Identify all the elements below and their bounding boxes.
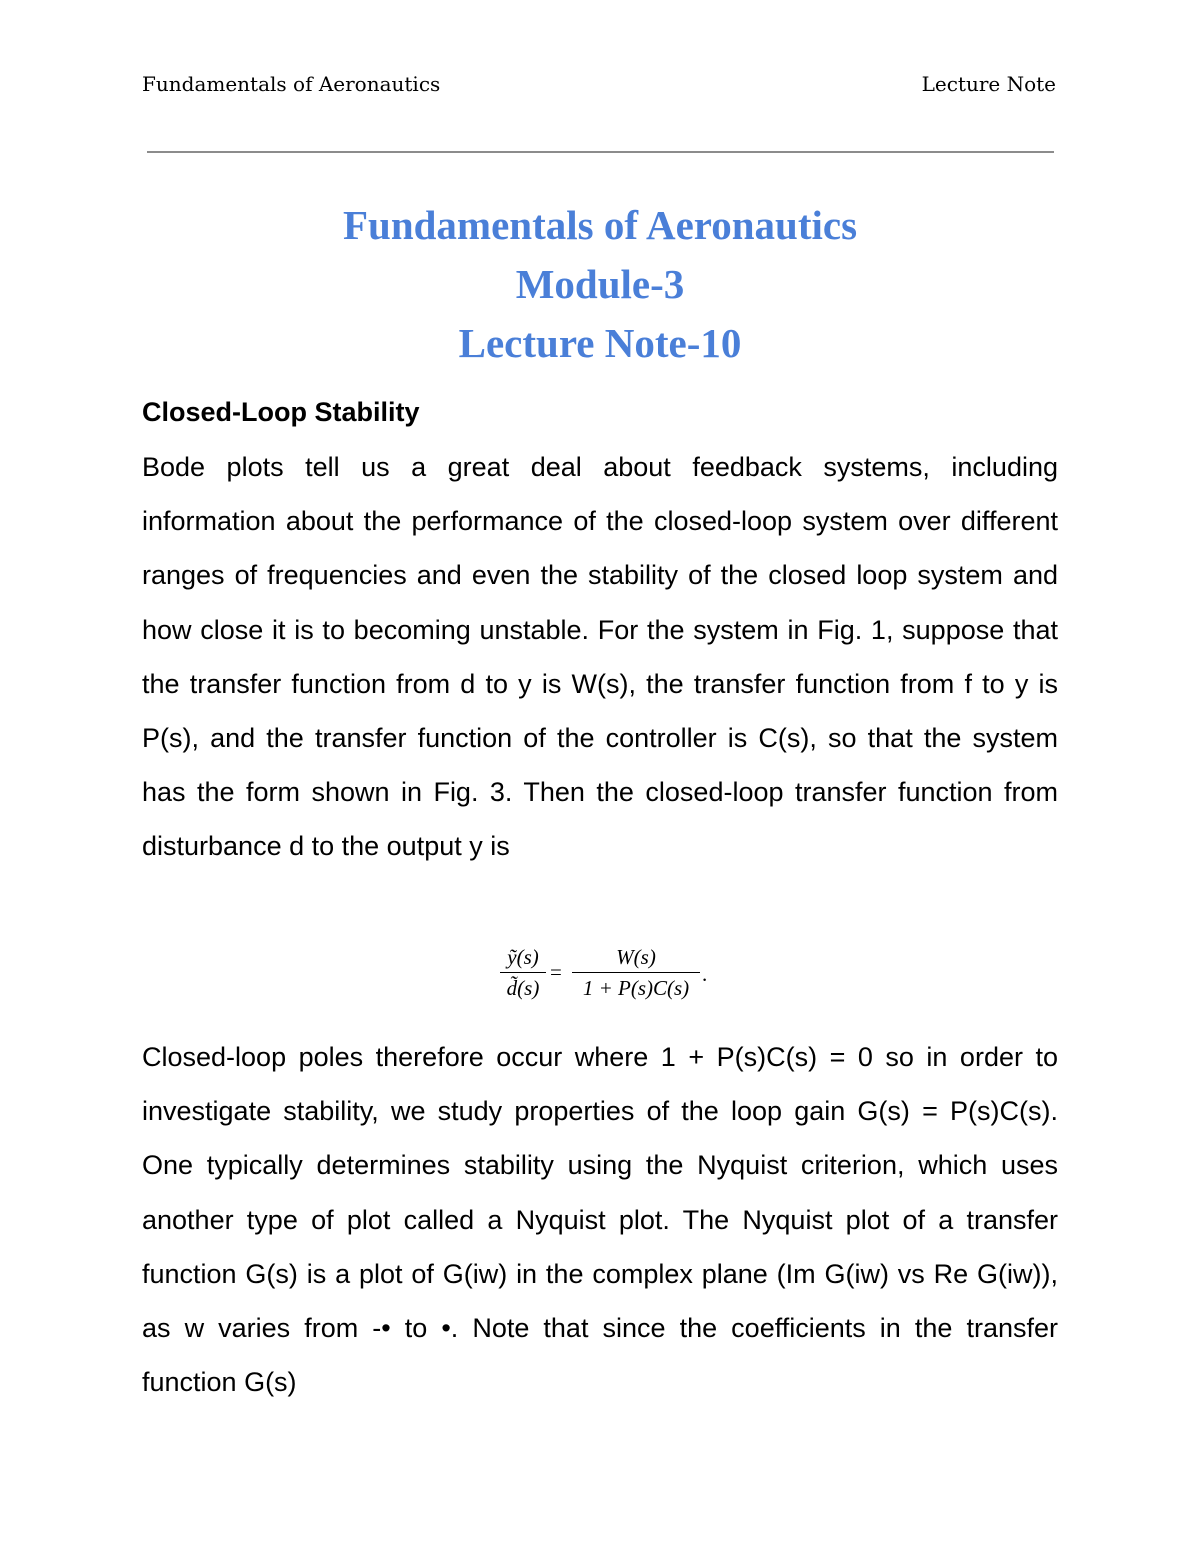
equation-lhs-numerator: ỹ(s) — [507, 945, 539, 969]
fraction-bar — [500, 972, 546, 973]
equation-rhs-numerator: W(s) — [616, 945, 656, 969]
equation-equals-sign: = — [550, 960, 562, 984]
module-title: Module-3 — [515, 261, 685, 307]
paragraph-intro: Bode plots tell us a great deal about feedback systems, including information about the performance of the closed-loop system over different ranges of frequencies and even the stability of the closed loop system and how close it is to becoming unstable. For the system in Fig. 1, suppose that the transfer function from d to y is W(s), the transfer function from f to y is P(s), and the transfer function of the controller is C(s), so that the system has the form shown in Fig. 3. Then the closed-loop transfer function from disturbance d to the output y is — [142, 452, 1058, 862]
header-divider — [147, 151, 1054, 153]
equation-period: . — [702, 962, 708, 986]
header-document-type: Lecture Note — [921, 72, 1056, 96]
header-document-title: Fundamentals of Aeronautics — [142, 72, 441, 96]
equation-rhs-fraction — [572, 944, 700, 1001]
paragraph-closed-loop-poles: Closed-loop poles therefore occur where 1 + P(s)C(s) = 0 so in order to investigate stability, we study properties of the loop gain G(s) = P(s)C(s). One typically determines stability using the Nyquist criterion, which uses another type of plot called a Nyquist plot. The Nyquist plot of a transfer function G(s) is a plot of G(iw) in the complex plane (Im G(iw) vs Re G(iw)), as w varies from -• to •. Note that since the coefficients in the transfer function G(s) — [142, 1042, 1058, 1398]
equation-lhs-fraction — [500, 944, 546, 1001]
course-title: Fundamentals of Aeronautics — [342, 202, 858, 248]
section-heading: Closed-Loop Stability — [142, 397, 420, 427]
lecture-title: Lecture Note-10 — [458, 320, 742, 366]
transfer-function-equation — [500, 940, 720, 1010]
equation-lhs-denominator: d̃(s) — [506, 976, 540, 1000]
fraction-bar — [572, 972, 700, 973]
page-header — [142, 72, 1056, 102]
title-block — [0, 196, 1200, 373]
equation-rhs-denominator: 1 + P(s)C(s) — [582, 976, 690, 1000]
